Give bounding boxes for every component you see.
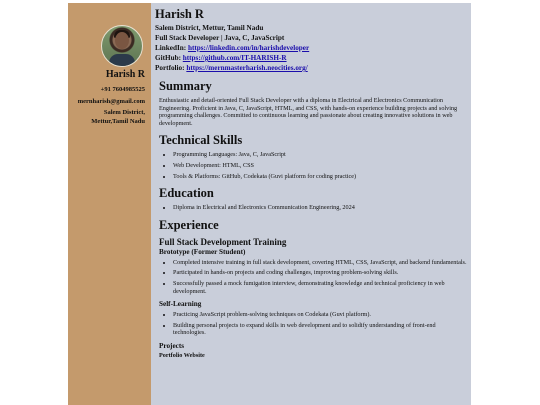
github-link[interactable]: https://github.com/IT-HARISH-R [182,54,287,62]
header-role: Full Stack Developer | Java, C, JavaScript [155,34,285,42]
avatar [101,25,143,67]
job1-subtitle: Brototype (Former Student) [159,247,246,256]
github-label: GitHub: [155,54,181,62]
education-list [159,204,467,212]
sidebar-location-1: Salem District, [103,109,145,116]
linkedin-link[interactable]: https://linkedin.com/in/harishdeveloper [187,44,310,52]
project-first: Portfolio Website [159,351,205,359]
portfolio-link[interactable]: https://mernmasterharish.neocities.org/ [186,64,308,72]
summary-text: Enthusiastic and detail-oriented Full Stack Developer with a diploma in Electrical and Electronics Communication Engineering. Proficient in Java, C, JavaScript, HTML, and CSS, with hands-on experience building projects and solving programming challenges. Committed to continuous learning and passionate about creating innovative solutions in web development. [159,97,458,127]
main-content [151,3,471,405]
portfolio-label: Portfolio: [155,64,185,72]
job2-list [159,311,467,337]
resume-page [68,3,471,405]
list-item: • Practicing JavaScript problem-solving techniques on Codekata (Guvi platform). [173,311,467,319]
header-name: Harish R [155,7,204,21]
list-item: • Completed intensive training in full stack development, covering HTML, CSS, JavaScript, and backend fundamentals. [173,259,467,267]
job2-title: Self-Learning [159,300,202,309]
linkedin-label: LinkedIn: [155,44,187,52]
experience-heading: Experience [159,217,219,232]
header-location: Salem District, Mettur, Tamil Nadu [155,24,264,32]
list-item: • Web Development: HTML, CSS [173,162,467,170]
portfolio-row [155,63,467,73]
sidebar-location-2: Mettur,Tamil Nadu [91,117,145,125]
sidebar-name: Harish R [105,69,145,80]
sidebar-email: mernharish@gmail.com [77,97,145,105]
job1-title: Full Stack Development Training [159,236,287,247]
sidebar [68,3,151,405]
summary-heading: Summary [159,79,212,93]
education-heading: Education [159,186,214,201]
github-row [155,53,467,63]
projects-heading: Projects [159,341,185,350]
list-item: • Diploma in Electrical and Electronics Communication Engineering, 2024 [173,204,467,212]
skills-list [159,151,467,180]
list-item: • Building personal projects to expand skills in web development and to solidify understanding of front-end technologies. [173,322,467,337]
sidebar-phone: +91 7604985525 [100,86,145,93]
list-item: • Participated in hands-on projects and coding challenges, improving problem-solving skills. [173,269,467,277]
list-item: • Successfully passed a mock fumigation interview, demonstrating knowledge and technical proficiency in web development. [173,280,467,295]
skills-heading: Technical Skills [159,133,243,148]
linkedin-row [155,43,467,53]
job1-list [159,259,467,295]
list-item: • Tools & Platforms: GitHub, Codekata (Guvi platform for coding practice) [173,173,467,181]
list-item: • Programming Languages: Java, C, JavaScript [173,151,467,159]
